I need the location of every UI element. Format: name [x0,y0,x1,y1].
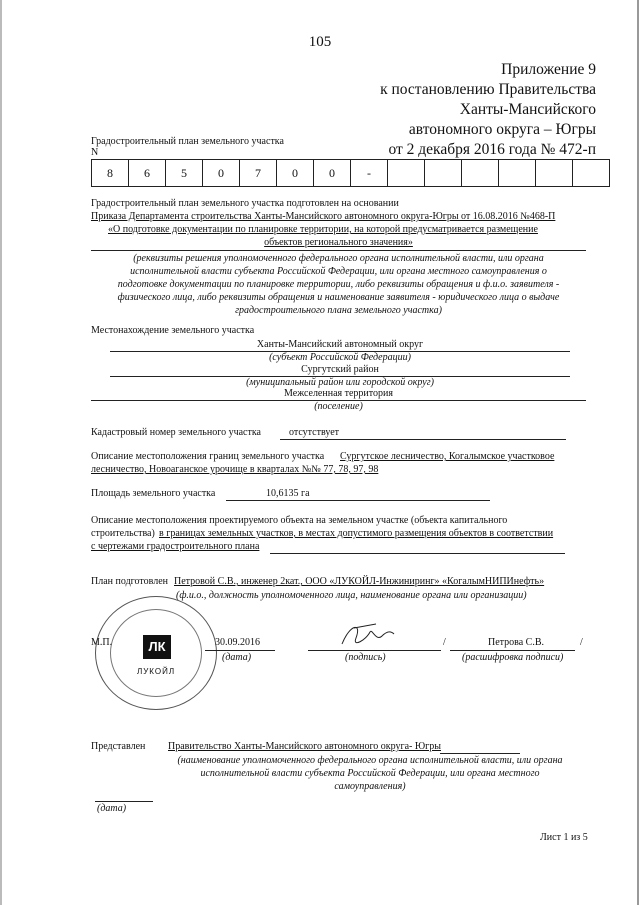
presented-note-2: исполнительной власти субъекта Российской Федерации, или органа местного [200,768,540,779]
area-label: Площадь земельного участка [91,488,216,499]
stamp-logo: ЛК [143,635,171,659]
location-label: Местонахождение земельного участка [91,325,255,336]
slash-right: / [580,637,583,648]
underline [91,250,586,251]
object-line-3: с чертежами градостроительного плана [91,541,260,552]
appendix-line-5: от 2 декабря 2016 года № 472-п [388,141,596,158]
object-line-2-label: строительства) [91,528,155,539]
number-cell: 7 [240,160,277,187]
appendix-line-2: к постановлению Правительства [380,81,596,98]
area-value: 10,6135 га [266,488,310,499]
prepared-by-value: Петровой С.В., инженер 2кат., ООО «ЛУКОЙЛ-Инжиниринг» «КогалымНИПИнефть» [174,576,545,587]
presented-note-1: (наименование уполномоченного федерального органа исполнительной власти, или органа [177,755,563,766]
plan-number-cells [91,159,610,187]
basis-label: Градостроительный план земельного участка подготовлен на основании [91,198,399,209]
appendix-line-1: Приложение 9 [501,61,596,78]
number-label: N [91,147,99,158]
object-line-2-value: в границах земельных участков, в местах допустимого размещения объектов в соответствии [159,528,554,539]
basis-note-5: градостроительного плана земельного участка) [235,305,442,316]
mp-label: М.П. [91,637,113,648]
decoding-note: (расшифровка подписи) [462,652,564,663]
number-cell: - [351,160,388,187]
sheet-label: Лист 1 из 5 [540,832,588,843]
underline [95,801,153,802]
subject-note: (субъект Российской Федерации) [269,352,411,363]
underline [226,500,490,501]
boundaries-value-2: лесничество, Новоаганское урочище в кварталах №№ 77, 78, 97, 98 [91,464,379,475]
company-stamp [95,596,217,710]
date-note: (дата) [222,652,252,663]
number-cell [425,160,462,187]
stamp-text: ЛУКОЙЛ [136,667,176,676]
number-cell [388,160,425,187]
object-line-1: Описание местоположения проектируемого объекта на земельном участке (объекта капитального [91,515,508,526]
underline [205,650,275,651]
boundaries-value-1: Сургутское лесничество, Когалымское участковое [340,451,555,462]
presented-note-3: самоуправления) [334,781,406,792]
number-cell: 6 [129,160,166,187]
number-cell [536,160,573,187]
number-cell: 0 [203,160,240,187]
decoding-value: Петрова С.В. [488,637,545,648]
number-cell: 0 [314,160,351,187]
basis-note-2: исполнительной власти субъекта Российской Федерации, или органа местного самоуправления о [130,266,547,277]
signature-note: (подпись) [345,652,386,663]
district-value: Сургутский район [301,364,379,375]
number-cell [499,160,536,187]
slash-left: / [443,637,446,648]
number-cell: 8 [92,160,129,187]
number-cell: 5 [166,160,203,187]
boundaries-label: Описание местоположения границ земельного участка [91,451,325,462]
cadastral-label: Кадастровый номер земельного участка [91,427,261,438]
prepared-by-note: (ф.и.о., должность уполномоченного лица, наименование органа или организации) [176,590,527,601]
basis-line-3: объектов регионального значения» [264,237,413,248]
prepared-by-label: План подготовлен [91,576,168,587]
basis-note-4: физического лица, либо реквизиты обращения и наименование заявителя - юридического лица о выдаче [117,292,560,303]
page-number: 105 [308,34,332,50]
settlement-note: (поселение) [314,401,363,412]
number-cell: 0 [277,160,314,187]
cadastral-value: отсутствует [289,427,340,438]
appendix-line-4: автономного округа – Югры [408,121,596,138]
number-cell [462,160,499,187]
subject-value: Ханты-Мансийский автономный округ [256,339,424,350]
number-cell [573,160,610,187]
appendix-line-3: Ханты-Мансийского [459,101,596,118]
basis-note-3: подготовке документации по планировке территории, либо реквизиты обращения и ф.и.о. заявителя - [117,279,560,290]
underline [450,650,575,651]
presented-value: Правительство Ханты-Мансийского автономного округа- Югры [168,741,441,752]
basis-note-1: (реквизиты решения уполномоченного федерального органа исполнительной власти, или органа [133,253,544,264]
settlement-value: Межселенная территория [284,388,393,399]
underline [270,553,565,554]
basis-line-2: «О подготовке документации по планировке территории, на которой предусматривается размещение [108,224,538,235]
scan-edge-right [637,0,639,905]
underline [280,439,566,440]
basis-line-1: Приказа Департамента строительства Ханты-Мансийского автономного округа-Югры от 16.08.2016 №468-П [91,211,556,222]
scan-edge-left [0,0,2,905]
presented-label: Представлен [91,741,146,752]
underline [308,650,441,651]
bottom-date-note: (дата) [97,803,127,814]
underline [440,753,520,754]
date-value: 30.09.2016 [215,637,260,648]
signature-image [336,618,406,654]
district-note: (муниципальный район или городской округ) [246,377,434,388]
plan-title: Градостроительный план земельного участка [91,136,284,147]
